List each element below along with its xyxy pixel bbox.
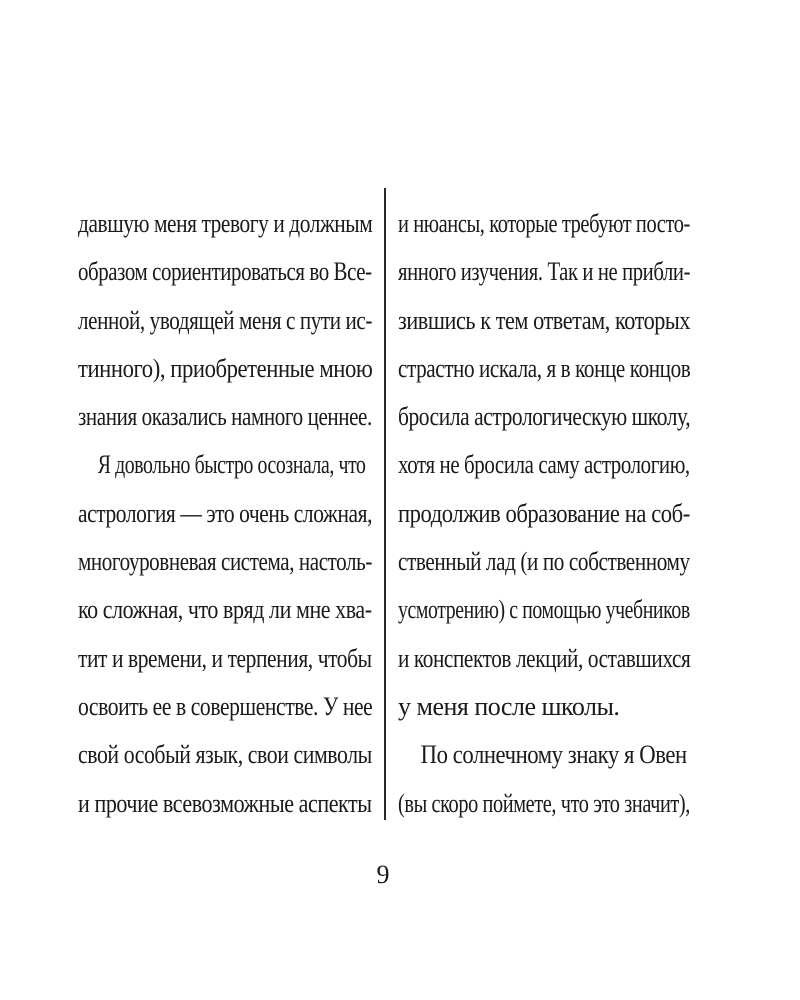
text-line: тинного), приобретенные мною (78, 353, 373, 383)
text-line: Я довольно быстро осознала, что (97, 450, 366, 480)
text-line: хотя не бросила саму астрологию, (398, 450, 690, 480)
text-line: давшую меня тревогу и должным (78, 209, 373, 238)
text-line: страстно искала, я в конце концов (398, 353, 691, 383)
text-line: усмотрению) с помощью учебников (398, 595, 690, 625)
text-line: зившись к тем ответам, которых (398, 305, 691, 335)
text-line: у меня после школы. (398, 691, 620, 721)
text-line: знания оказались намного ценнее. (78, 402, 372, 432)
text-line: и нюансы, которые требуют посто- (398, 209, 690, 238)
text-line: свой особый язык, свои символы (78, 740, 372, 770)
text-line: янного изучения. Так и не прибли- (398, 257, 691, 287)
text-line: освоить ее в совершенстве. У нее (78, 691, 373, 721)
text-line: и прочие всевозможные аспекты (78, 788, 372, 818)
text-line: образом сориентироваться во Все- (78, 257, 372, 287)
text-line: тит и времени, и терпения, чтобы (78, 643, 372, 673)
right-column (398, 200, 690, 828)
text-line: бросила астрологическую школу, (398, 402, 691, 432)
left-column (78, 200, 372, 828)
text-line: (вы скоро поймете, что это значит), (398, 788, 690, 818)
text-line: ко сложная, что вряд ли мне хва- (78, 595, 372, 625)
text-line: и конспектов лекций, оставшихся (398, 643, 691, 673)
text-line: ственный лад (и по собственному (398, 547, 690, 577)
text-line: многоуровневая система, настоль- (78, 547, 372, 577)
text-line: астрология — это очень сложная, (78, 498, 373, 528)
column-divider (384, 188, 386, 820)
text-line: продолжив образование на соб- (398, 498, 690, 528)
page-number: 9 (376, 860, 390, 889)
text-line: ленной, уводящей меня с пути ис- (78, 305, 372, 335)
text-line: По солнечному знаку я Овен (420, 740, 687, 770)
